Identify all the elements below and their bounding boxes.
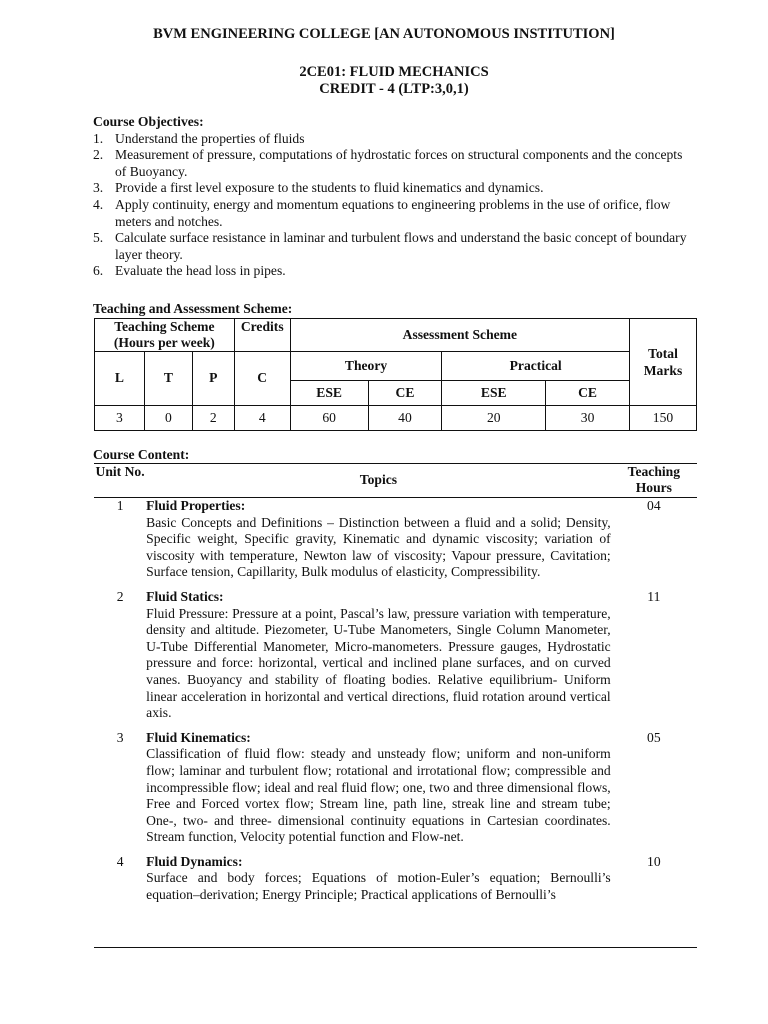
table-row xyxy=(94,854,697,904)
objective-number: 5. xyxy=(93,230,104,246)
unit-title: Fluid Dynamics: xyxy=(146,853,243,869)
total-marks-header: Total Marks xyxy=(629,319,696,406)
unit-number: 3 xyxy=(116,729,124,745)
practical-ce-value: 30 xyxy=(546,406,630,431)
unit-topic xyxy=(146,854,611,904)
theory-ce-header: CE xyxy=(368,381,442,406)
scheme-heading: Teaching and Assessment Scheme: xyxy=(93,301,293,316)
teaching-hours-header: Teaching Hours xyxy=(627,464,681,495)
practical-ese-header: ESE xyxy=(442,381,546,406)
table-row xyxy=(94,498,697,589)
objective-item xyxy=(93,131,693,148)
objective-number: 4. xyxy=(93,196,104,212)
objective-number: 1. xyxy=(93,130,104,146)
c-value: 4 xyxy=(234,406,290,431)
objectives-list xyxy=(93,131,693,280)
theory-ese-value: 60 xyxy=(290,406,368,431)
objective-item xyxy=(93,147,693,180)
theory-header: Theory xyxy=(290,352,442,381)
objectives-heading: Course Objectives: xyxy=(93,114,204,129)
l-value: 3 xyxy=(95,406,145,431)
unit-description: Surface and body forces; Equations of motion-Euler’s equation; Bernoulli’s equation–derivation; Energy Principle; Practical applications of Bernoulli’s xyxy=(146,870,611,903)
t-value: 0 xyxy=(144,406,192,431)
unit-topic xyxy=(146,589,611,730)
practical-ese-value: 20 xyxy=(442,406,546,431)
objective-number: 3. xyxy=(93,180,104,196)
content-heading: Course Content: xyxy=(93,447,190,462)
unit-description: Fluid Pressure: Pressure at a point, Pascal’s law, pressure variation with temperature, density and altitude. Piezometer, U-Tube Manometers, Single Column Manometer, U-Tube Differential Manometer, Micro-manometers. Pressure gauges, Hydrostatic pressure and force: horizontal, vertical and inclined plane surfaces, and on curved vanes. Buoyancy and stability of floating bodies. Relative equilibrium- Uniform linear acceleration in horizontal and vertical directions, fluid rotation around vertical axis. xyxy=(146,605,611,721)
unit-hours: 11 xyxy=(647,588,661,604)
unit-hours: 04 xyxy=(647,498,661,513)
objective-number: 2. xyxy=(93,147,104,163)
content-table xyxy=(94,463,697,904)
objectives-section xyxy=(93,114,693,280)
unit-hours: 05 xyxy=(647,729,661,745)
unit-title: Fluid Properties: xyxy=(146,498,246,513)
theory-ese-header: ESE xyxy=(290,381,368,406)
table-row xyxy=(94,589,697,730)
practical-header: Practical xyxy=(442,352,630,381)
objective-item xyxy=(93,180,693,197)
credits-header: Credits xyxy=(234,319,290,352)
practical-ce-header: CE xyxy=(546,381,630,406)
objective-item xyxy=(93,197,693,230)
unit-title: Fluid Kinematics: xyxy=(146,729,251,745)
objective-text: Understand the properties of fluids xyxy=(115,130,305,146)
unit-number: 1 xyxy=(116,498,124,513)
total-marks-value: 150 xyxy=(629,406,696,431)
unit-number: 4 xyxy=(116,853,124,869)
course-title: 2CE01: FLUID MECHANICS xyxy=(299,64,489,80)
scheme-table xyxy=(94,318,697,431)
c-header: C xyxy=(234,352,290,406)
teaching-scheme-header: Teaching Scheme (Hours per week) xyxy=(95,319,235,352)
topics-header: Topics xyxy=(359,472,398,488)
objective-number: 6. xyxy=(93,263,104,279)
p-header: P xyxy=(192,352,234,406)
unit-description: Classification of fluid flow: steady and unsteady flow; uniform and non-uniform flow; laminar and turbulent flow; rotational and irrotational flow; compressible and incompressible flow; ideal and real fluid flow; one, two and three dimensional flows, Free and Forced vortex flow; Stream line, path line, streak line and stream tube; One-, two- and three- dimensional continuity equations in Cartesian coordinates. Stream function, Velocity potential function and Flow-net. xyxy=(146,746,611,845)
p-value: 2 xyxy=(192,406,234,431)
credit-line: CREDIT - 4 (LTP:3,0,1) xyxy=(319,81,469,97)
unit-number: 2 xyxy=(116,588,124,604)
objective-text: Provide a first level exposure to the students to fluid kinematics and dynamics. xyxy=(115,180,544,196)
l-header: L xyxy=(95,352,145,406)
assessment-scheme-header: Assessment Scheme xyxy=(290,319,629,352)
institution-title: BVM ENGINEERING COLLEGE [AN AUTONOMOUS INSTITUTION] xyxy=(153,26,615,42)
unit-hours: 10 xyxy=(647,853,661,869)
unit-topic xyxy=(146,498,611,589)
objective-item xyxy=(93,230,693,263)
objective-text: Measurement of pressure, computations of hydrostatic forces on structural components and the concepts of Buoyancy. xyxy=(115,147,683,179)
unit-description: Basic Concepts and Definitions – Distinction between a fluid and a solid; Density, Specific weight, Specific gravity, Kinematic and dynamic viscosity; variation of viscosity with temperature, Newton law of viscosity; Vapour pressure, Cavitation; Surface tension, Capillarity, Bulk modulus of elasticity, Compressibility. xyxy=(146,514,611,580)
unit-no-header: Unit No. xyxy=(95,464,145,479)
theory-ce-value: 40 xyxy=(368,406,442,431)
unit-topic xyxy=(146,730,611,854)
t-header: T xyxy=(144,352,192,406)
objective-item xyxy=(93,263,693,280)
unit-title: Fluid Statics: xyxy=(146,588,224,604)
objective-text: Calculate surface resistance in laminar and turbulent flows and understand the basic concept of boundary layer theory. xyxy=(115,230,687,262)
content-table-wrap xyxy=(94,463,697,948)
objective-text: Apply continuity, energy and momentum equations to engineering problems in the use of orifice, flow meters and notches. xyxy=(115,196,671,229)
objective-text: Evaluate the head loss in pipes. xyxy=(115,263,286,279)
table-row xyxy=(94,730,697,854)
